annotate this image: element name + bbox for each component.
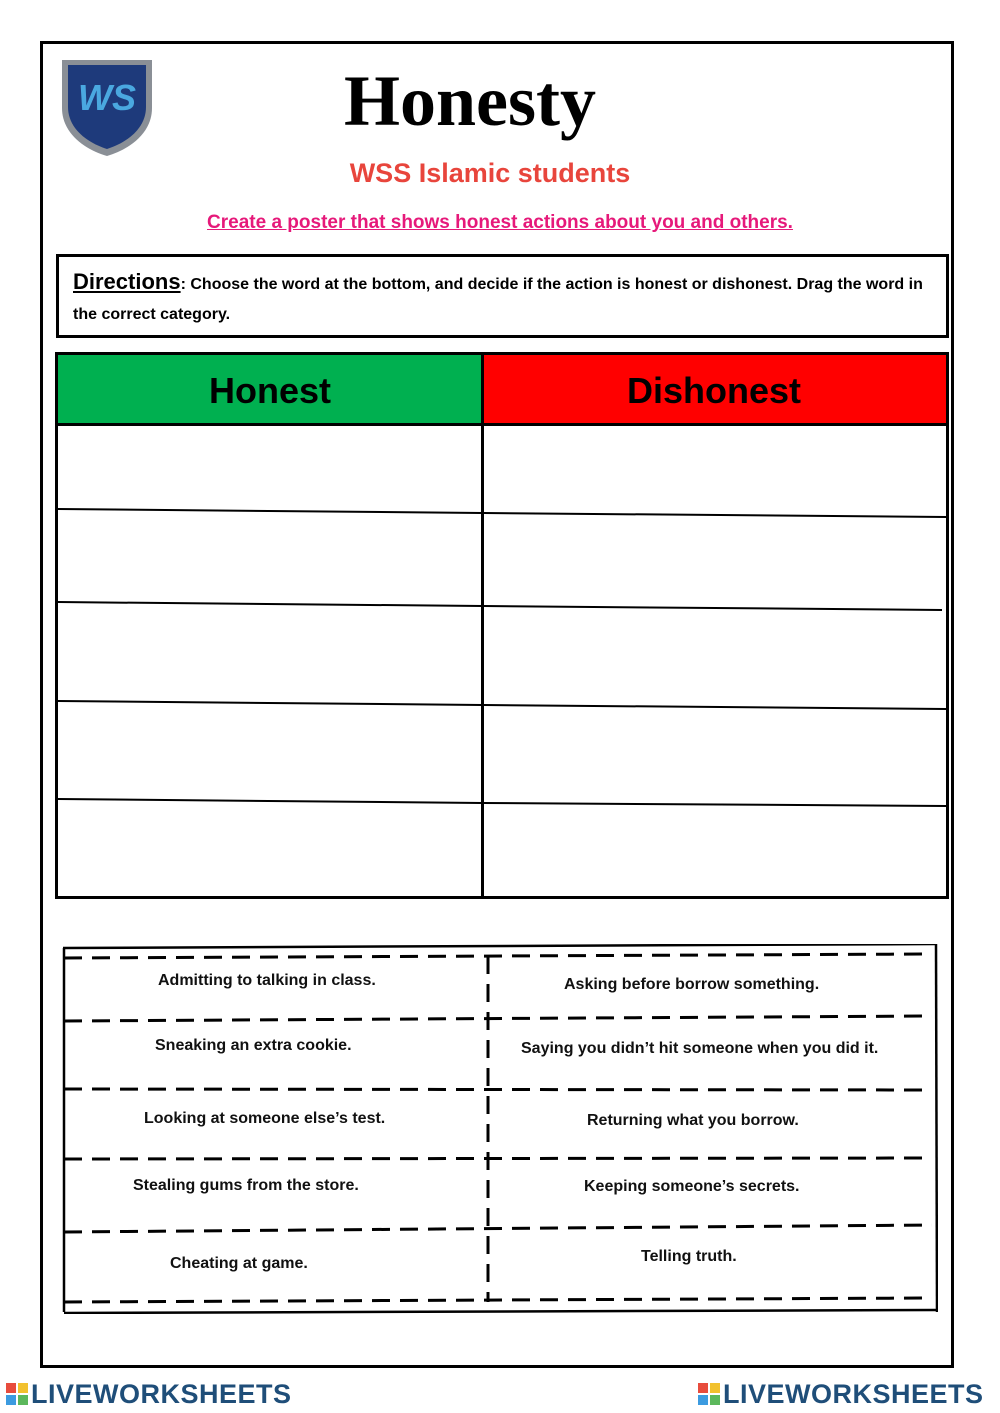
footer-brand-left: LIVEWORKSHEETS [31,1378,292,1409]
word-card[interactable]: Saying you didn’t hit someone when you did it. [521,1040,879,1057]
dishonest-drop-cell[interactable] [484,516,946,606]
liveworksheets-icon [6,1383,28,1405]
school-logo [58,56,156,158]
page-subtitle: WSS Islamic students [349,158,631,188]
logo-text: WS [78,77,136,118]
honest-column-header: Honest [58,355,482,425]
poster-instruction: Create a poster that shows honest actions about you and others. [207,212,793,233]
honest-drop-cell[interactable] [58,512,481,602]
word-card[interactable]: Stealing gums from the store. [133,1177,359,1194]
honest-drop-cell[interactable] [58,605,481,701]
word-card[interactable]: Cheating at game. [170,1255,308,1272]
footer-logo-right [698,1378,984,1410]
dishonest-drop-cell[interactable] [484,609,946,705]
directions-label: Directions [73,269,181,294]
dishonest-drop-cell[interactable] [484,426,946,514]
page-title: Honesty [344,61,596,141]
honest-drop-cell[interactable] [58,426,481,510]
dishonest-drop-cell[interactable] [484,806,946,899]
directions-text: : Choose the word at the bottom, and decide if the action is honest or dishonest. Drag the word in the correct category. [73,276,923,323]
honest-drop-cell[interactable] [58,704,481,799]
dishonest-column-header: Dishonest [482,355,946,425]
footer-brand-right: LIVEWORKSHEETS [723,1378,984,1409]
liveworksheets-icon [698,1383,720,1405]
word-card[interactable]: Admitting to talking in class. [158,972,376,989]
sorting-table [55,352,949,899]
word-card-bank [62,944,938,1314]
word-card[interactable]: Telling truth. [641,1248,737,1265]
word-card[interactable]: Keeping someone’s secrets. [584,1178,800,1195]
dishonest-drop-cell[interactable] [484,708,946,803]
directions-box [56,254,949,338]
word-card[interactable]: Sneaking an extra cookie. [155,1037,352,1054]
honest-drop-cell[interactable] [58,802,481,899]
word-card[interactable]: Looking at someone else’s test. [144,1110,386,1127]
word-card[interactable]: Returning what you borrow. [587,1112,799,1129]
footer-logo-left [6,1378,292,1410]
word-card[interactable]: Asking before borrow something. [564,976,820,993]
